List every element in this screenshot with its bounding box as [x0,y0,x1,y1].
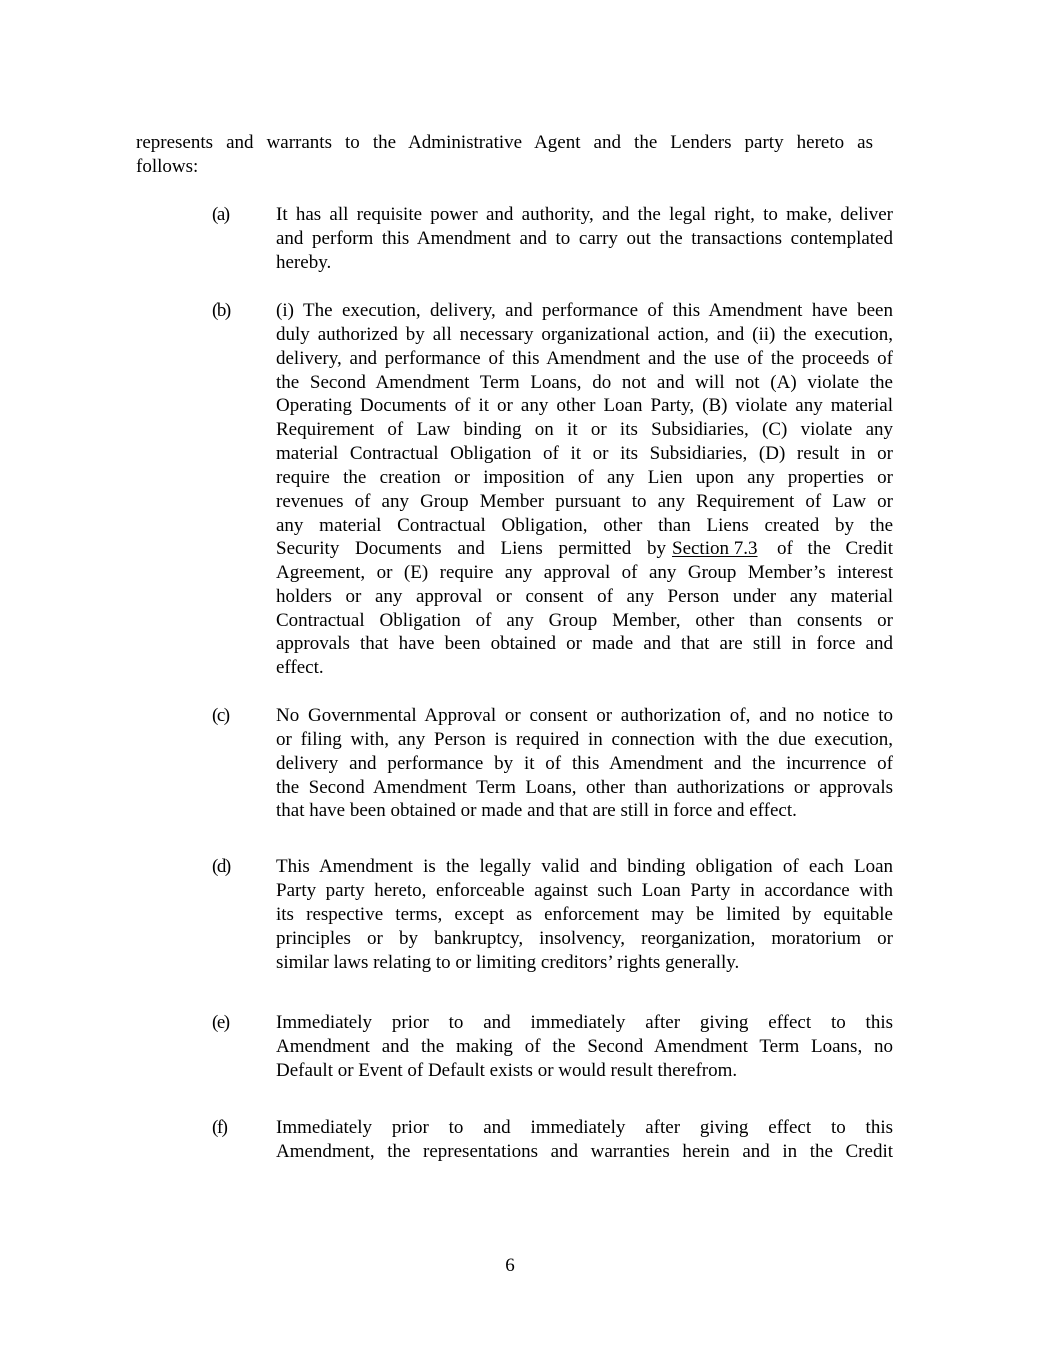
item-d-line: Party party hereto, enforceable against such Loan Party in accordance with [276,880,893,901]
item-b-line: duly authorized by all necessary organizational action, and (ii) the execution, [276,324,893,345]
page-number: 6 [505,1255,515,1276]
item-a-line: hereby. [276,252,332,273]
item-c-line: the Second Amendment Term Loans, other than authorizations or approvals [276,777,893,798]
item-label-e: (e) [212,1012,229,1033]
item-b-line: Agreement, or (E) require any approval of any Group Member’s interest [276,562,893,583]
item-d-line: principles or by bankruptcy, insolvency, reorganization, moratorium or [276,928,893,949]
item-b-line: require the creation or imposition of any Lien upon any properties or [276,467,893,488]
item-d-line: This Amendment is the legally valid and binding obligation of each Loan [276,856,893,877]
item-label-c: (c) [212,705,229,726]
item-b-line: effect. [276,657,324,678]
item-b-line: approvals that have been obtained or made and that are still in force and [276,633,893,654]
item-label-d: (d) [212,856,230,877]
item-b-line: (i) The execution, delivery, and performance of this Amendment have been [276,300,893,321]
item-b-line: any material Contractual Obligation, other than Liens created by the [276,515,893,536]
item-e-line: Default or Event of Default exists or would result therefrom. [276,1060,738,1081]
item-c-line: or filing with, any Person is required in connection with the due execution, [276,729,893,750]
item-b-line: revenues of any Group Member pursuant to any Requirement of Law or [276,491,893,512]
item-label-f: (f) [212,1117,227,1138]
item-label-a: (a) [212,204,229,225]
item-b-line: Requirement of Law binding on it or its Subsidiaries, (C) violate any [276,419,893,440]
section-reference-link[interactable]: Section 7.3 [672,538,758,559]
item-c-line: No Governmental Approval or consent or authorization of, and no notice to [276,705,893,726]
item-d-line: similar laws relating to or limiting creditors’ rights generally. [276,952,740,973]
item-b-line: Operating Documents of it or any other Loan Party, (B) violate any material [276,395,893,416]
item-label-b: (b) [212,300,230,321]
item-d-line: its respective terms, except as enforcement may be limited by equitable [276,904,893,925]
item-b-line: the Second Amendment Term Loans, do not and will not (A) violate the [276,372,893,393]
item-b-line: material Contractual Obligation of it or its Subsidiaries, (D) result in or [276,443,893,464]
item-a-line: It has all requisite power and authority, and the legal right, to make, deliver [276,204,893,225]
item-b-line: Contractual Obligation of any Group Member, other than consents or [276,610,893,631]
item-c-line: that have been obtained or made and that are still in force and effect. [276,800,797,821]
item-b-line-tail: of the Credit [777,538,893,559]
item-f-line: Amendment, the representations and warranties herein and in the Credit [276,1141,893,1162]
item-a-line: and perform this Amendment and to carry out the transactions contemplated [276,228,893,249]
item-b-line: Security Documents and Liens permitted by [276,538,666,559]
item-e-line: Immediately prior to and immediately after giving effect to this [276,1012,893,1033]
intro-line: follows: [136,156,199,177]
intro-line: represents and warrants to the Administrative Agent and the Lenders party hereto as [136,132,873,153]
item-b-line: delivery, and performance of this Amendment and the use of the proceeds of [276,348,893,369]
item-f-line: Immediately prior to and immediately after giving effect to this [276,1117,893,1138]
item-b-line: holders or any approval or consent of any Person under any material [276,586,893,607]
item-e-line: Amendment and the making of the Second Amendment Term Loans, no [276,1036,893,1057]
item-c-line: delivery and performance by it of this Amendment and the incurrence of [276,753,893,774]
